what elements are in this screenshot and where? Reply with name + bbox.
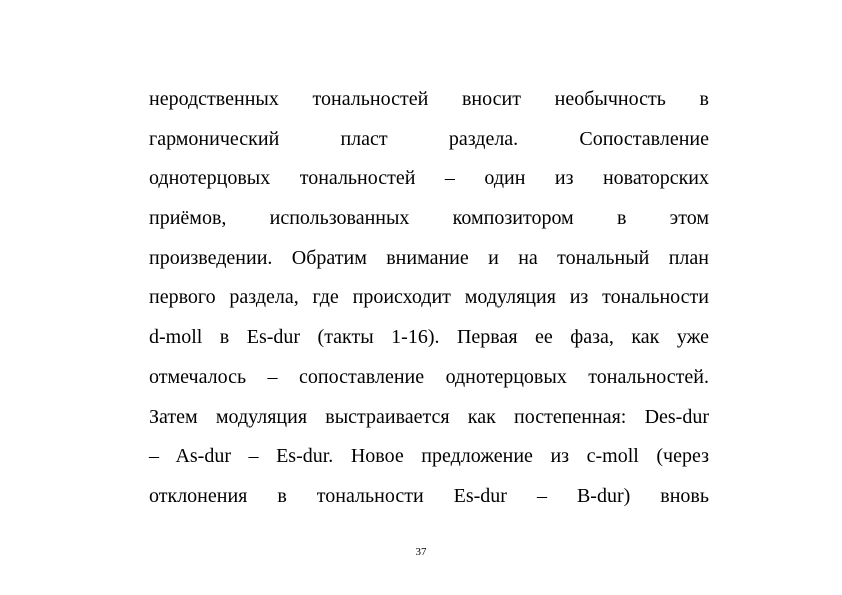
text-line: отклонения в тональности Es-dur – B-dur) вновь (149, 484, 709, 507)
text-line: гармонический пласт раздела. Сопоставление (149, 127, 709, 150)
text-line: приёмов, использованных композитором в этом (149, 207, 709, 230)
text-line: d-moll в Es-dur (такты 1-16). Первая ее фаза, как уже (149, 326, 709, 349)
body-text (149, 80, 709, 517)
text-line: первого раздела, где происходит модуляция из тональности (149, 286, 709, 309)
text-line: произведении. Обратим внимание и на тональный план (149, 246, 709, 269)
text-line: – As-dur – Es-dur. Новое предложение из c-moll (через (149, 445, 709, 468)
text-line: однотерцовых тональностей – один из новаторских (149, 167, 709, 190)
text-line: Затем модуляция выстраивается как постепенная: Des-dur (149, 405, 709, 428)
page-number: 37 (415, 546, 427, 558)
text-line: неродственных тональностей вносит необычность в (149, 88, 709, 110)
text-line: отмечалось – сопоставление однотерцовых тональностей. (149, 365, 709, 388)
